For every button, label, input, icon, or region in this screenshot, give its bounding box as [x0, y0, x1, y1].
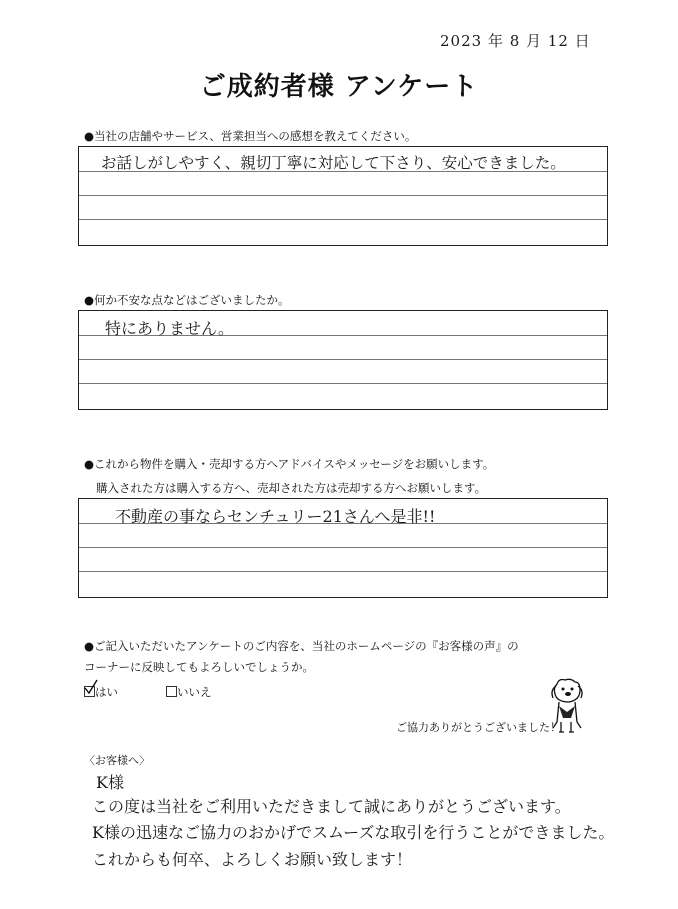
- customer-message-line: K様: [96, 773, 124, 792]
- consent-no-label: いいえ: [177, 685, 212, 699]
- checkbox-checked-icon[interactable]: [84, 686, 95, 697]
- question-3-line2: 購入された方は購入する方へ、売却された方は売却する方へお願いします。: [96, 481, 487, 495]
- checkbox-icon[interactable]: [166, 686, 177, 697]
- ruled-line: [79, 383, 607, 384]
- consent-no-option[interactable]: [166, 684, 212, 700]
- answer-3-text: 不動産の事ならセンチュリー21さんへ是非!!: [115, 507, 436, 526]
- survey-date: 2023 年 8 月 12 日: [440, 32, 591, 50]
- ruled-line: [79, 547, 607, 548]
- customer-message-heading: 〈お客様へ〉: [84, 754, 150, 767]
- thanks-message: ご協力ありがとうございました！: [396, 721, 561, 734]
- question-2: ●何か不安な点などはございましたか。: [84, 293, 290, 307]
- ruled-line: [79, 195, 607, 196]
- answer-box-3: [78, 498, 608, 598]
- ruled-line: [79, 359, 607, 360]
- answer-box-2: [78, 310, 608, 410]
- dog-mascot-icon: [547, 676, 587, 736]
- consent-question-line2: コーナーに反映してもよろしいでしょうか。: [84, 660, 314, 674]
- consent-question-line1: ●ご記入いただいたアンケートのご内容を、当社のホームページの『お客様の声』の: [84, 639, 519, 653]
- ruled-line: [79, 571, 607, 572]
- answer-box-1: [78, 146, 608, 246]
- customer-message-line: この度は当社をご利用いただきまして誠にありがとうございます。: [92, 797, 571, 816]
- answer-1-text: お話しがしやすく、親切丁寧に対応して下さり、安心できました。: [101, 154, 566, 172]
- question-3-line1: ●これから物件を購入・売却する方へアドバイスやメッセージをお願いします。: [84, 457, 495, 471]
- customer-message-line: これからも何卒、よろしくお願い致します！: [92, 850, 413, 869]
- answer-2-text: 特にありません。: [105, 319, 234, 338]
- customer-message-line: K様の迅速なご協力のおかげでスムーズな取引を行うことができました。: [92, 823, 615, 842]
- page-title: ご成約者様 アンケート: [199, 72, 479, 102]
- question-1: ●当社の店舗やサービス、営業担当への感想を教えてください。: [84, 129, 417, 143]
- consent-yes-option[interactable]: [84, 684, 118, 700]
- ruled-line: [79, 219, 607, 220]
- consent-yes-label: はい: [95, 685, 118, 699]
